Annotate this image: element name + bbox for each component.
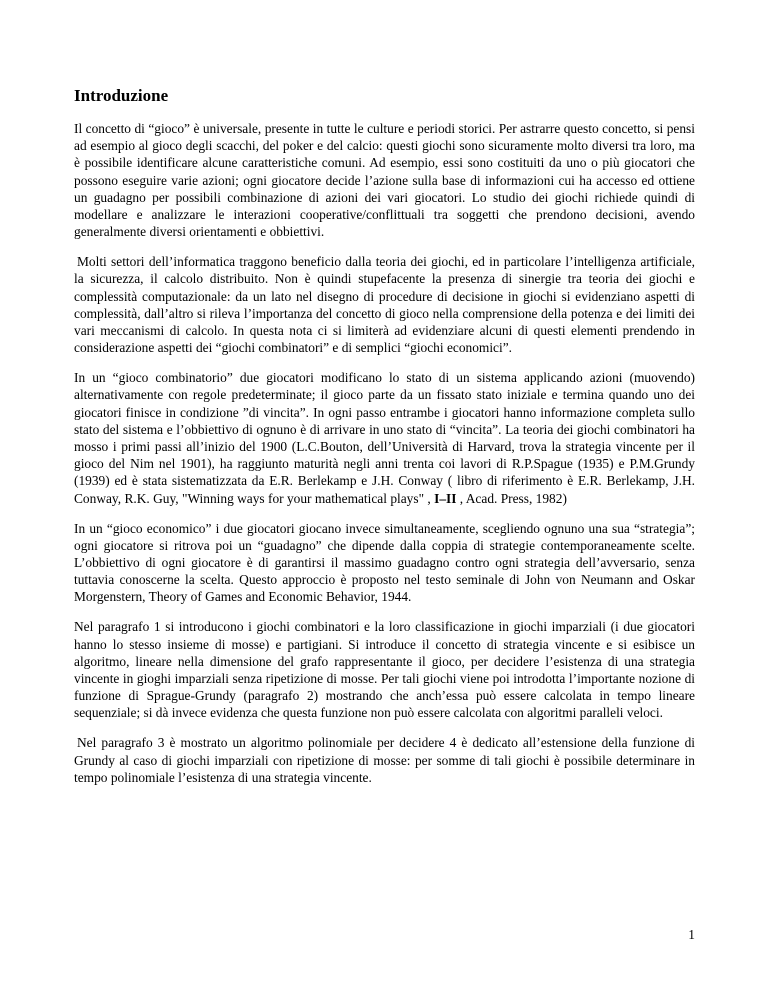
page-number: 1 bbox=[688, 927, 695, 942]
paragraph-combinatorial-games bbox=[74, 369, 695, 507]
volume-reference: I–II bbox=[434, 490, 457, 506]
paragraph-section-1: Nel paragrafo 1 si introducono i giochi combinatori e la loro classificazione in giochi imparziali (i due giocatori hanno lo stesso insieme di mosse) e partigiani. Si introduce il concetto di strategia vincente e si esibisce un algoritmo, lineare nella dimensione del grafo rappresentante il gioco, per decidere l’esistenza di una strategia vincente in gioghi imparziali senza ripetizione di mosse. Per tali giochi viene poi introdotta l’importante nozione di funzione di Sprague-Grundy (paragrafo 2) mostrando che anch’essa può essere calcolata in tempo lineare sequenziale; si dà invece evidenza che questa funzione non può essere calcolata con algoritmi paralleli veloci. bbox=[74, 619, 695, 721]
document-page bbox=[74, 86, 695, 799]
paragraph-combinatorial-games-tail: , Acad. Press, 1982) bbox=[456, 490, 567, 506]
paragraph-intro: Il concetto di “gioco” è universale, presente in tutte le culture e periodi storici. Per astrarre questo concetto, si pensi ad esempio al gioco degli scacchi, del poker e del calcio: questi giochi sono sicuramente molto diversi tra loro, ma è possibile identificare alcune caratteristiche comuni. Ad esempio, essi sono costituiti da uno o più giocatori che possono eseguire varie azioni; ogni giocatore decide l’azione sulla base di informazioni cui ha accesso ed ottiene un guadagno per possibili combinazione di azioni dei vari giocatori. Lo studio dei giochi richiede quindi di modellare e analizzare le interazioni cooperative/conflittuali tra soggetti che prendono decisioni, avendo generalmente diversi orientamenti e obbiettivi. bbox=[74, 121, 695, 240]
paragraph-economic-games: In un “gioco economico” i due giocatori giocano invece simultaneamente, scegliendo ognuno una sua “strategia”; ogni giocatore si ritrova poi un “guadagno” che dipende dalla coppia di strategie contemporaneamente scelte. L’obbiettivo di ogni giocatore è di garantirsi il massimo guadagno contro ogni strategia dell’avversario, senza tuttavia conoscerne la scelta. Questo approccio è proposto nel testo seminale di John von Neumann and Oskar Morgenstern, Theory of Games and Economic Behavior, 1944. bbox=[74, 520, 695, 605]
paragraph-informatics: Molti settori dell’informatica traggono beneficio dalla teoria dei giochi, ed in particolare l’intelligenza artificiale, la sicurezza, il calcolo distribuito. Non è quindi stupefacente la presenza di sinergie tra teoria dei giochi e complessità computazionale: da un lato nel disegno di procedure di decisione in giochi si evidenziano aspetti di complessità, dall’altro si rileva l’importanza del concetto di gioco nella comprensione della potenza e dei limiti dei vari meccanismi di calcolo. In questa nota ci si limiterà ad evidenziare alcuni di questi elementi prendendo in considerazione aspetti dei “giochi combinatori” e di semplici “giochi economici”. bbox=[74, 254, 695, 356]
page-title: Introduzione bbox=[74, 86, 169, 105]
paragraph-combinatorial-games-text: In un “gioco combinatorio” due giocatori modificano lo stato di un sistema applicando azioni (muovendo) alternativamente con regole predeterminate; il gioco parte da un fissato stato iniziale e termina quando uno dei giocatori finisce in condizione ”di vincita”. In ogni passo entrambe i giocatori hanno informazione completa sullo stato del sistema e l’obbiettivo di ognuno è di arrivare in uno stato di “vincita”. La teoria dei giochi combinatori ha mosso i primi passi all’inizio del 1900 (L.C.Bouton, dell’Università di Harvard, trova la strategia vincente per il gioco del Nim nel 1901), ha raggiunto maturità negli anni trenta coi lavori di R.P.Spague (1935) e P.M.Grundy (1939) ed è stata sistematizzata da E.R. Berlekamp e J.H. Conway ( libro di riferimento è E.R. Berlekamp, J.H. Conway, R.K. Guy, "Winning ways for your mathematical plays" , bbox=[74, 370, 695, 506]
paragraph-section-3: Nel paragrafo 3 è mostrato un algoritmo polinomiale per decidere 4 è dedicato all’estensione della funzione di Grundy al caso di giochi imparziali con ripetizione di mosse: per somme di tali giochi è possibile determinare in tempo polinomiale l’esistenza di una strategia vincente. bbox=[74, 735, 695, 785]
